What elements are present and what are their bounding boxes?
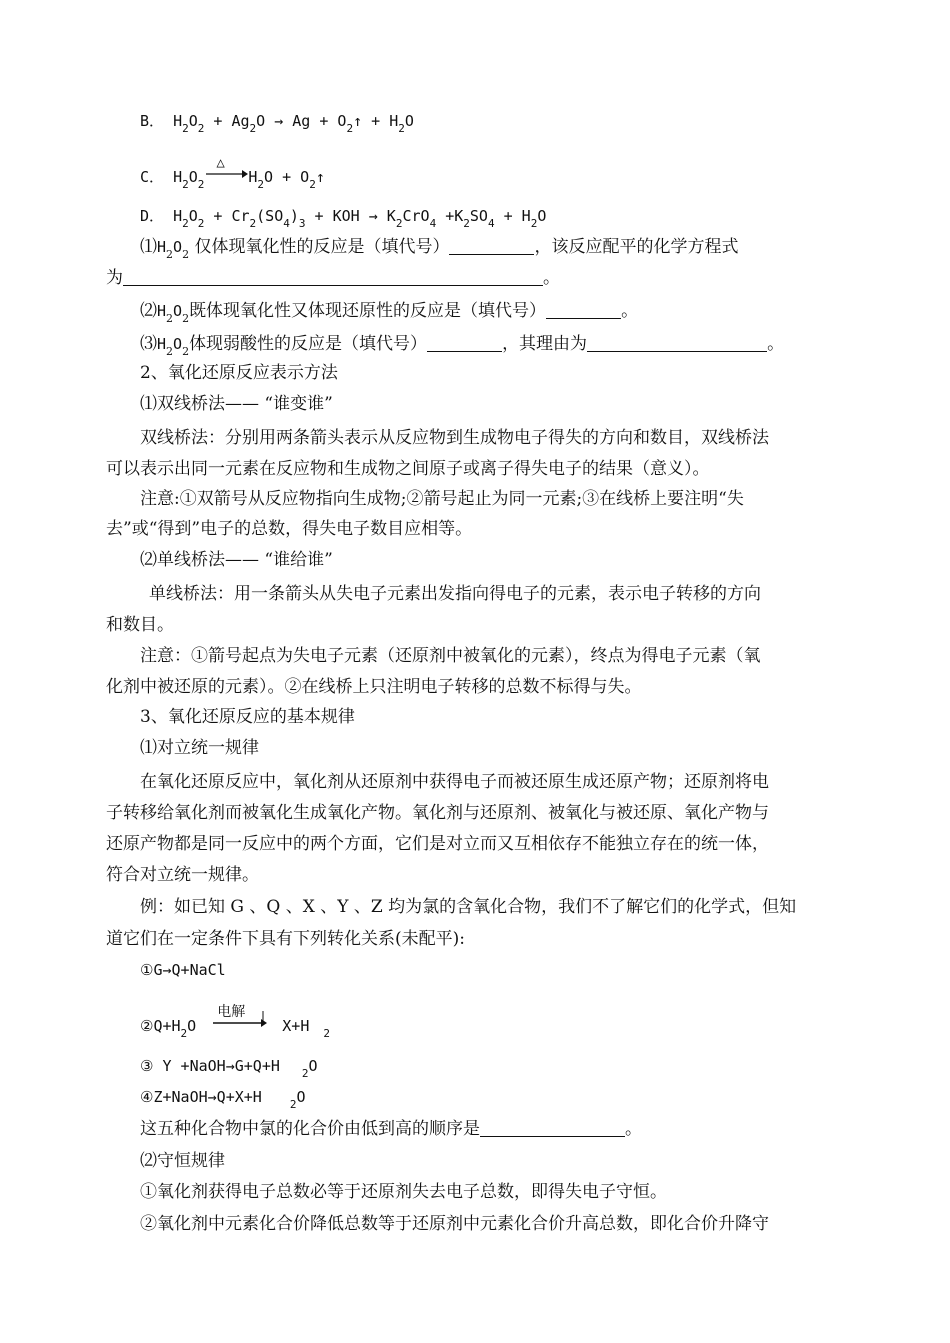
example-question: 这五种化合物中氯的化合价由低到高的顺序是 。 <box>140 1119 642 1139</box>
reaction-4: ④Z+NaOH→Q+X+H $_2$O <box>140 1088 306 1111</box>
double-bridge-title: ⑴双线桥法—— “谁变谁” <box>140 394 333 414</box>
arrow-icon <box>211 1011 267 1033</box>
equation-d: D． $H_2O_2 + Cr_2(SO_4)_3$ + KOH → $K_2CrO_4 +K_2SO_4 + H_2O$ <box>140 207 547 230</box>
reaction-1: ①G→Q+NaCl <box>140 961 226 979</box>
reaction-2: $②Q+H_2O$ 电解 X+H $_2$ <box>140 1011 330 1045</box>
paragraph: 注意：①箭号起点为失电子元素（还原剂中被氧化的元素），终点为得电子元素（氧 <box>140 646 761 666</box>
order-blank[interactable] <box>480 1119 625 1137</box>
example-text: 例：如已知 G 、Q 、X 、Y 、Z 均为氯的含氧化合物，我们不了解它们的化学式，但知 <box>140 897 797 917</box>
paragraph: 还原产物都是同一反应中的两个方面，它们是对立而又互相依存不能独立存在的统一体， <box>106 834 769 854</box>
conservation-rule-title: ⑵守恒规律 <box>140 1151 225 1171</box>
section-3-heading: 3、氧化还原反应的基本规律 <box>140 707 355 727</box>
single-bridge-title: ⑵单线桥法—— “谁给谁” <box>140 550 333 570</box>
arrow-icon <box>204 162 248 184</box>
paragraph: 注意:①双箭号从反应物指向生成物;②箭号起止为同一元素;③在线桥上要注明“失 <box>140 489 744 509</box>
answer-blank[interactable] <box>546 301 621 319</box>
answer-blank[interactable] <box>449 237 534 255</box>
electrolysis-label: 电解 <box>217 1004 246 1020</box>
paragraph: 双线桥法：分别用两条箭头表示从反应物到生成物电子得失的方向和数目，双线桥法 <box>140 428 769 448</box>
question-3: $⑶H_2O_2$体现弱酸性的反应是（填代号） ，其理由为 。 <box>140 334 785 358</box>
reaction-arrow <box>204 155 248 184</box>
answer-blank[interactable] <box>427 334 502 352</box>
paragraph: ①氧化剂获得电子总数必等于还原剂失去电子总数，即得失电子守恒。 <box>140 1182 667 1202</box>
paragraph: 单线桥法：用一条箭头从失电子元素出发指向得电子的元素，表示电子转移的方向 <box>149 584 761 604</box>
equation-blank[interactable] <box>123 268 543 286</box>
question-1: $⑴H_2O_2$ 仅体现氧化性的反应是（填代号） ，该反应配平的化学方程式 <box>140 237 739 261</box>
heat-condition: △ <box>216 155 225 171</box>
paragraph: 在氧化还原反应中，氧化剂从还原剂中获得电子而被还原生成还原产物；还原剂将电 <box>140 772 769 792</box>
paragraph: 子转移给氧化剂而被氧化生成氧化产物。氧化剂与还原剂、被氧化与被还原、氧化产物与 <box>106 803 769 823</box>
paragraph: 符合对立统一规律。 <box>106 865 259 885</box>
unity-rule-title: ⑴对立统一规律 <box>140 738 259 758</box>
reaction-3: ③ Y +NaOH→G+Q+H $_2$O <box>140 1057 318 1080</box>
paragraph: 去”或“得到”电子的总数，得失电子数目应相等。 <box>106 519 473 539</box>
example-text: 道它们在一定条件下具有下列转化关系(未配平): <box>106 929 465 949</box>
section-2-heading: 2、氧化还原反应表示方法 <box>140 363 338 383</box>
question-1-cont: 为 。 <box>106 268 560 288</box>
equation-b: B． $H_2O_2 + Ag_2O \to Ag$ + $O_2↑ + H_2O$ <box>140 112 414 135</box>
paragraph: 和数目。 <box>106 615 174 635</box>
paragraph: ②氧化剂中元素化合价降低总数等于还原剂中元素化合价升高总数，即化合价升降守 <box>140 1214 769 1234</box>
equation-c: C． $H_2O_2$ △ $H_2O$ + $O_2↑$ <box>140 162 325 196</box>
electrolysis-arrow <box>211 1004 267 1033</box>
question-2: $⑵H_2O_2$既体现氧化性又体现还原性的反应是（填代号） 。 <box>140 301 639 325</box>
paragraph: 可以表示出同一元素在反应物和生成物之间原子或离子得失电子的结果（意义）。 <box>106 459 710 479</box>
reason-blank[interactable] <box>587 334 767 352</box>
paragraph: 化剂中被还原的元素）。②在线桥上只注明电子转移的总数不标得与失。 <box>106 677 642 697</box>
